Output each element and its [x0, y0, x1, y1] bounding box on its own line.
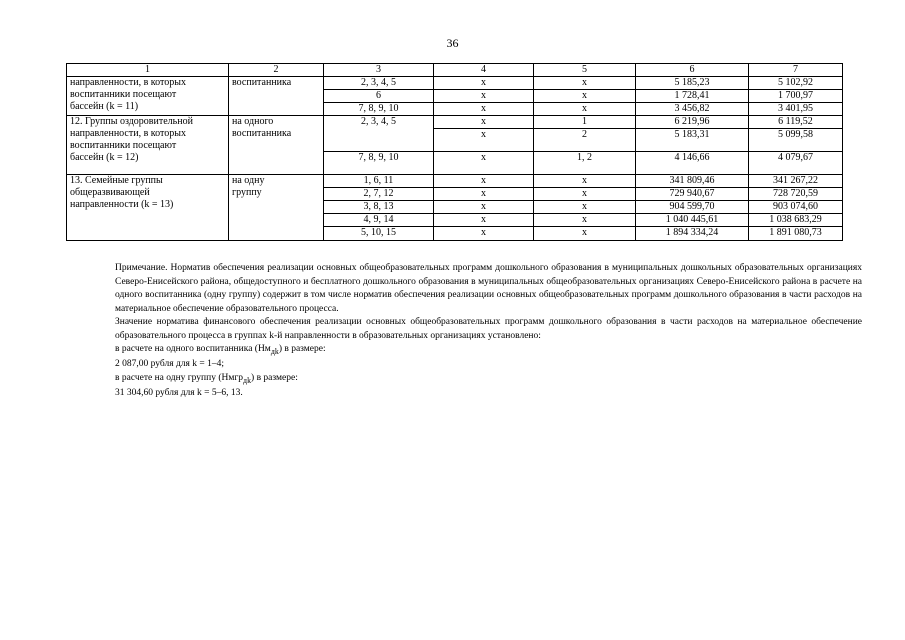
group-title-cell: [67, 77, 229, 116]
unit-line: на одну: [232, 175, 265, 186]
cell-col4: х: [434, 188, 534, 201]
cell-col7: 728 720,59: [749, 188, 843, 201]
cell-col6: 4 146,66: [636, 152, 749, 175]
cell-col4: х: [434, 152, 534, 175]
cell-col7: 341 267,22: [749, 175, 843, 188]
group-title-cell: [67, 175, 229, 241]
cell-col5: х: [534, 90, 636, 103]
note-line-per-child-prefix: в расчете на одного воспитанника (Нм: [115, 344, 271, 354]
group-title-line: 13. Семейные группы: [70, 175, 163, 186]
cell-col4: х: [434, 175, 534, 188]
group-title-line: направленности (k = 13): [70, 199, 174, 210]
unit-line: воспитанника: [232, 128, 292, 139]
cell-col6: 341 809,46: [636, 175, 749, 188]
group-title-line: 12. Группы оздоровительной: [70, 116, 193, 127]
cell-col4: х: [434, 90, 534, 103]
cell-col4: х: [434, 129, 534, 152]
cell-col6: 5 183,31: [636, 129, 749, 152]
table-row: [67, 116, 843, 129]
header-cell: 6: [636, 64, 749, 77]
cell-col4: х: [434, 214, 534, 227]
cell-col4: х: [434, 116, 534, 129]
group-title-line: воспитанники посещают: [70, 89, 177, 100]
header-cell: 1: [67, 64, 229, 77]
cell-col7: 1 038 683,29: [749, 214, 843, 227]
cell-col7: 1 700,97: [749, 90, 843, 103]
note-paragraph-2: Значение норматива финансового обеспечения реализации основных общеобразовательных программ дошкольного образования в части расходов на материальное обеспечение образовательного процесса в группах k-й направленности в образовательных организациях установлено:: [115, 317, 862, 341]
header-cell: 4: [434, 64, 534, 77]
note-block: [80, 262, 862, 401]
note-line-per-group-sub: дk: [243, 375, 252, 385]
cell-col6: 6 219,96: [636, 116, 749, 129]
cell-col3: 2, 3, 4, 5: [324, 116, 434, 152]
cell-col3: 2, 3, 4, 5: [324, 77, 434, 90]
cell-col5: х: [534, 214, 636, 227]
normative-table: [66, 63, 843, 241]
note-line-per-group-prefix: в расчете на одну группу (Нмгр: [115, 372, 244, 383]
cell-col3: 1, 6, 11: [324, 175, 434, 188]
header-cell: 2: [229, 64, 324, 77]
header-cell: 7: [749, 64, 843, 77]
cell-col3: 3, 8, 13: [324, 201, 434, 214]
cell-col6: 904 599,70: [636, 201, 749, 214]
note-line-per-child-sub: дk: [270, 346, 279, 356]
cell-col3: 4, 9, 14: [324, 214, 434, 227]
cell-col4: х: [434, 103, 534, 116]
cell-col5: х: [534, 201, 636, 214]
cell-col7: 3 401,95: [749, 103, 843, 116]
cell-col7: 4 079,67: [749, 152, 843, 175]
cell-col3: 7, 8, 9, 10: [324, 103, 434, 116]
group-title-line: общеразвивающей: [70, 187, 150, 198]
unit-cell: [229, 116, 324, 175]
cell-col7: 5 102,92: [749, 77, 843, 90]
note-line-child-value: 2 087,00 рубля для k = 1–4;: [115, 359, 225, 370]
note-line-per-group-suffix: ) в размере:: [251, 372, 298, 383]
group-title-line: бассейн (k = 11): [70, 101, 139, 112]
cell-col5: х: [534, 77, 636, 90]
header-cell: 5: [534, 64, 636, 77]
cell-col5: х: [534, 227, 636, 241]
group-title-line: направленности, в которых: [70, 77, 186, 88]
note-line-per-child-suffix: ) в размере:: [278, 344, 326, 354]
group-title-line: воспитанники посещают: [70, 140, 177, 151]
cell-col7: 1 891 080,73: [749, 227, 843, 241]
cell-col6: 1 728,41: [636, 90, 749, 103]
cell-col6: 1 040 445,61: [636, 214, 749, 227]
group-title-line: направленности, в которых: [70, 128, 186, 139]
note-line-per-child: [80, 343, 862, 358]
cell-col3: 5, 10, 15: [324, 227, 434, 241]
unit-line: группу: [232, 187, 262, 198]
cell-col7: 903 074,60: [749, 201, 843, 214]
cell-col5: 1, 2: [534, 152, 636, 175]
cell-col7: 5 099,58: [749, 129, 843, 152]
unit-line: воспитанника: [232, 77, 292, 88]
cell-col6: 729 940,67: [636, 188, 749, 201]
table-header-row: [67, 64, 843, 77]
unit-line: на одного: [232, 116, 274, 127]
note-line-per-group: [80, 372, 862, 387]
table-row: [67, 77, 843, 90]
unit-cell: [229, 175, 324, 241]
cell-col5: 2: [534, 129, 636, 152]
cell-col3: 2, 7, 12: [324, 188, 434, 201]
cell-col7: 6 119,52: [749, 116, 843, 129]
cell-col3: 6: [324, 90, 434, 103]
header-cell: 3: [324, 64, 434, 77]
group-title-cell: [67, 116, 229, 175]
cell-col5: х: [534, 188, 636, 201]
table-row: [67, 175, 843, 188]
cell-col6: 1 894 334,24: [636, 227, 749, 241]
cell-col6: 5 185,23: [636, 77, 749, 90]
page-number: 36: [446, 36, 459, 50]
cell-col3: 7, 8, 9, 10: [324, 152, 434, 175]
cell-col4: х: [434, 227, 534, 241]
unit-cell: [229, 77, 324, 116]
cell-col6: 3 456,82: [636, 103, 749, 116]
cell-col5: х: [534, 175, 636, 188]
cell-col4: х: [434, 77, 534, 90]
note-paragraph-1: Примечание. Норматив обеспечения реализации основных общеобразовательных программ дошкольного образования в муниципальных дошкольных образовательных организациях Северо-Енисейского района, общедоступного и бесплатного дошкольного образования в муниципальных общеобразовательных организациях Северо-Енисейского района в расчете на одного воспитанника (одну группу) содержит в том числе норматив обеспечения реализации основных общеобразовательных программ дошкольного образования в части расходов на материальное обеспечение образовательного процесса.: [115, 263, 862, 314]
group-title-line: бассейн (k = 12): [70, 152, 139, 163]
cell-col4: х: [434, 201, 534, 214]
note-line-group-value: 31 304,60 рубля для k = 5–6, 13.: [115, 388, 243, 399]
cell-col5: 1: [534, 116, 636, 129]
cell-col5: х: [534, 103, 636, 116]
